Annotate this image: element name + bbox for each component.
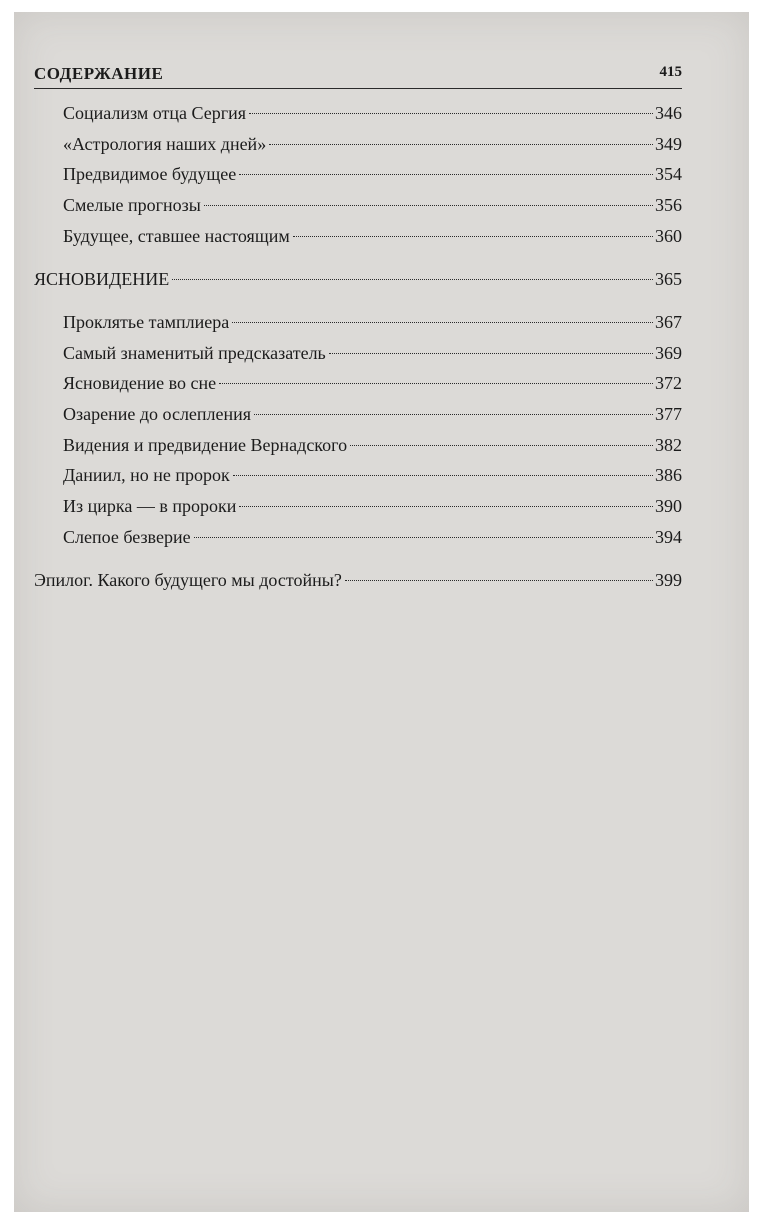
toc-entry-title: Социализм отца Сергия bbox=[63, 103, 247, 123]
toc-entry bbox=[63, 433, 682, 457]
dot-leader bbox=[293, 236, 653, 237]
dot-leader bbox=[233, 475, 653, 476]
toc-section-page: 399 bbox=[655, 570, 682, 590]
toc-entry-page: 356 bbox=[655, 195, 682, 215]
toc-entry bbox=[63, 162, 682, 186]
toc-entry-page: 382 bbox=[655, 435, 682, 455]
toc-entry-title: Ясновидение во сне bbox=[63, 373, 217, 393]
dot-leader bbox=[172, 279, 653, 280]
toc-entry bbox=[63, 463, 682, 487]
toc-entry bbox=[63, 341, 682, 365]
toc-section-title: ЯСНОВИДЕНИЕ bbox=[34, 269, 170, 289]
toc-entry bbox=[63, 371, 682, 395]
toc-entry-title: Проклятье тамплиера bbox=[63, 312, 230, 332]
dot-leader bbox=[232, 322, 653, 323]
dot-leader bbox=[254, 414, 653, 415]
toc-entry-title: Из цирка — в пророки bbox=[63, 496, 237, 516]
toc-entry-title: Самый знаменитый предсказатель bbox=[63, 343, 326, 363]
dot-leader bbox=[345, 580, 653, 581]
toc-entry-title: Видения и предвидение Вернадского bbox=[63, 435, 348, 455]
toc-entry-page: 372 bbox=[655, 373, 682, 393]
toc-entry-page: 360 bbox=[655, 226, 682, 246]
book-page bbox=[14, 12, 749, 1212]
toc-entry-title: Даниил, но не пророк bbox=[63, 465, 230, 485]
page-number: 415 bbox=[659, 64, 682, 80]
toc-entry-page: 367 bbox=[655, 312, 682, 332]
toc-section-page: 365 bbox=[655, 269, 682, 289]
toc-section-title: Эпилог. Какого будущего мы достойны? bbox=[34, 570, 342, 590]
toc-entry-page: 377 bbox=[655, 404, 682, 424]
toc-entry bbox=[63, 402, 682, 426]
toc-entry-page: 386 bbox=[655, 465, 682, 485]
toc-entry bbox=[63, 193, 682, 217]
toc-entry-title: Слепое безверие bbox=[63, 527, 191, 547]
toc-entry bbox=[63, 310, 682, 334]
dot-leader bbox=[194, 537, 653, 538]
toc-entry bbox=[63, 525, 682, 549]
toc-entry bbox=[63, 224, 682, 248]
section-title: СОДЕРЖАНИЕ bbox=[34, 64, 164, 83]
toc-entry bbox=[63, 101, 682, 125]
toc-entry-page: 390 bbox=[655, 496, 682, 516]
dot-leader bbox=[329, 353, 653, 354]
dot-leader bbox=[350, 445, 653, 446]
toc-entry-page: 349 bbox=[655, 134, 682, 154]
dot-leader bbox=[204, 205, 653, 206]
toc-entry-page: 394 bbox=[655, 527, 682, 547]
toc-entry-title: «Астрология наших дней» bbox=[63, 134, 267, 154]
toc-section bbox=[34, 267, 682, 291]
dot-leader bbox=[239, 506, 653, 507]
dot-leader bbox=[269, 144, 653, 145]
toc-entry-page: 369 bbox=[655, 343, 682, 363]
toc-entry bbox=[63, 494, 682, 518]
toc-entry-title: Будущее, ставшее настоящим bbox=[63, 226, 290, 246]
dot-leader bbox=[239, 174, 653, 175]
toc-entry-title: Предвидимое будущее bbox=[63, 164, 237, 184]
dot-leader bbox=[249, 113, 653, 114]
toc-entry-title: Озарение до ослепления bbox=[63, 404, 252, 424]
toc-entry bbox=[63, 132, 682, 156]
toc-entry-page: 354 bbox=[655, 164, 682, 184]
dot-leader bbox=[219, 383, 653, 384]
toc-section bbox=[34, 568, 682, 592]
toc-entry-title: Смелые прогнозы bbox=[63, 195, 201, 215]
toc-entry-page: 346 bbox=[655, 103, 682, 123]
running-header bbox=[34, 62, 682, 89]
